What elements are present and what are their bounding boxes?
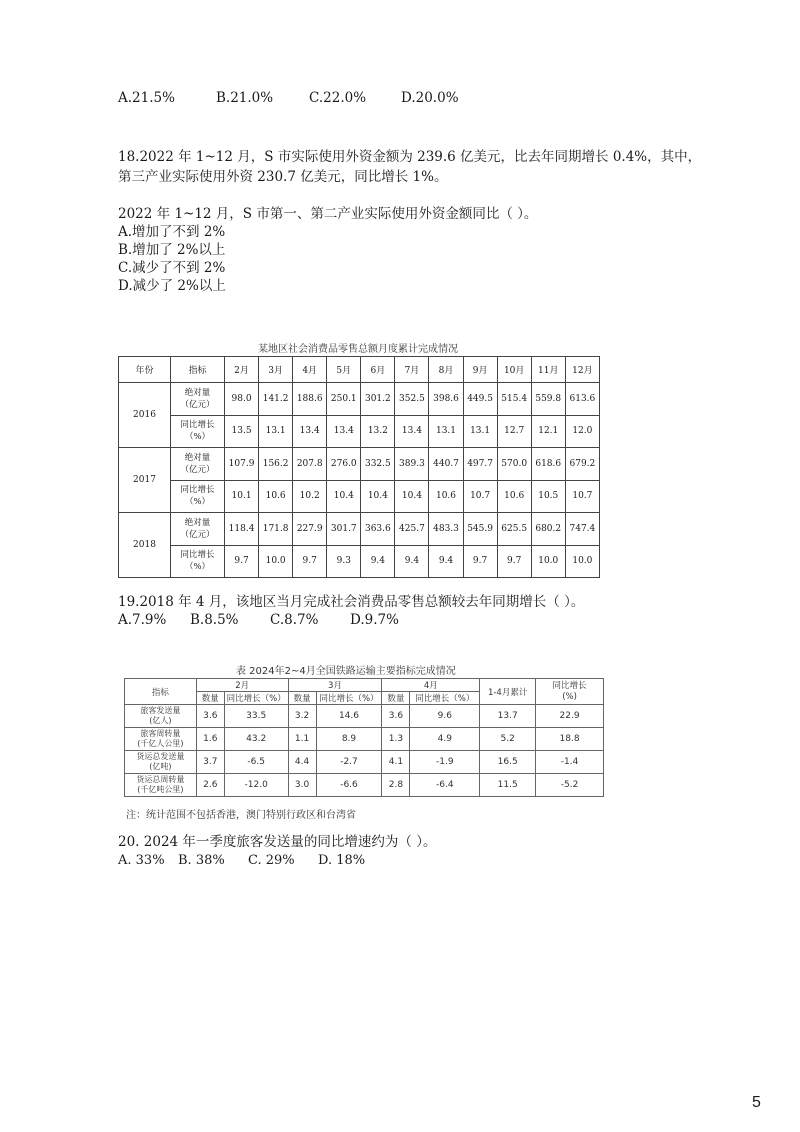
table1-value-cell: 118.4 <box>225 513 259 546</box>
table2-value-cell: 8.9 <box>316 728 382 751</box>
table1-header-cell: 8月 <box>429 357 463 383</box>
table1-value-cell: 545.9 <box>463 513 497 546</box>
table1-value-cell: 10.4 <box>395 480 429 513</box>
table2-row-unit: (千亿吨公里) <box>137 785 184 794</box>
table1-value-cell: 440.7 <box>429 448 463 481</box>
table1-header-cell: 11月 <box>531 357 565 383</box>
table1-value-cell: 10.2 <box>293 480 327 513</box>
retail-sales-table <box>118 356 600 578</box>
table2-value-cell: -6.4 <box>410 774 480 797</box>
table1-value-cell: 301.7 <box>327 513 361 546</box>
q18-stem-line2: 第三产业实际使用外资 230.7 亿美元，同比增长 1%。 <box>118 169 448 185</box>
table2-row-label <box>125 705 197 728</box>
table1-header-cell: 5月 <box>327 357 361 383</box>
table1-value-cell: 13.2 <box>361 415 395 448</box>
table2-cumulative-header: 1-4月累计 <box>480 679 536 705</box>
table2-row-label <box>125 728 197 751</box>
table1-value-cell: 398.6 <box>429 383 463 416</box>
table1-header-cell: 10月 <box>497 357 531 383</box>
table2-value-cell: 18.8 <box>536 728 604 751</box>
table2-header-row-1 <box>125 679 604 692</box>
table1-value-cell: 13.1 <box>429 415 463 448</box>
q18-option-b: B.增加了 2%以上 <box>118 242 226 258</box>
indicator-unit: （亿元） <box>180 399 215 410</box>
table1-value-cell: 12.1 <box>531 415 565 448</box>
table1-value-cell: 9.3 <box>327 545 361 578</box>
table1-value-cell: 171.8 <box>259 513 293 546</box>
table1-value-cell: 9.7 <box>497 545 531 578</box>
table1-value-cell: 10.0 <box>565 545 599 578</box>
table2-value-cell: 4.9 <box>410 728 480 751</box>
table2-row-name: 货运总发送量 <box>136 752 185 761</box>
table2-qty-header: 数量 <box>288 692 316 705</box>
table1-value-cell: 301.2 <box>361 383 395 416</box>
table2-row-unit: (亿吨) <box>149 762 172 771</box>
table1-row <box>119 448 600 481</box>
table2-value-cell: 22.9 <box>536 705 604 728</box>
table2-cumulative-yoy-label: 同比增长 <box>552 680 587 691</box>
table2-row <box>125 705 604 728</box>
table2-value-cell: -1.4 <box>536 751 604 774</box>
table1-value-cell: 613.6 <box>565 383 599 416</box>
table1-value-cell: 9.7 <box>225 545 259 578</box>
q19-options <box>118 610 399 630</box>
table2-value-cell: 43.2 <box>224 728 288 751</box>
table1-header-cell: 2月 <box>225 357 259 383</box>
year-cell: 2017 <box>119 448 171 513</box>
q19-option-c: C.8.7% <box>270 612 319 628</box>
indicator-cell <box>171 448 225 481</box>
table2-value-cell: 3.0 <box>288 774 316 797</box>
q18-stem-line1: 18.2022 年 1~12 月，S 市实际使用外资金额为 239.6 亿美元，比去年同期增长 0.4%，其中， <box>118 149 702 165</box>
table1-body <box>119 383 600 578</box>
table1-value-cell: 680.2 <box>531 513 565 546</box>
table2-row <box>125 751 604 774</box>
q17-option-d: D.20.0% <box>401 90 459 106</box>
indicator-cell <box>171 545 225 578</box>
page-number: 5 <box>752 1094 761 1111</box>
table1-value-cell: 227.9 <box>293 513 327 546</box>
table1-value-cell: 10.0 <box>259 545 293 578</box>
table1-caption: 某地区社会消费品零售总额月度累计完成情况 <box>258 344 458 355</box>
table1-header-cell: 年份 <box>119 357 171 383</box>
railway-indicators-table <box>124 678 604 797</box>
table1-row <box>119 383 600 416</box>
table1-value-cell: 352.5 <box>395 383 429 416</box>
table1-value-cell: 10.1 <box>225 480 259 513</box>
table1-value-cell: 188.6 <box>293 383 327 416</box>
table1-value-cell: 618.6 <box>531 448 565 481</box>
table2-yoy-header: 同比增长（%） <box>316 692 382 705</box>
table1-value-cell: 156.2 <box>259 448 293 481</box>
table2-value-cell: 1.1 <box>288 728 316 751</box>
table1-value-cell: 98.0 <box>225 383 259 416</box>
table2-row <box>125 774 604 797</box>
table1-value-cell: 10.7 <box>565 480 599 513</box>
table2-value-cell: 3.2 <box>288 705 316 728</box>
table1-value-cell: 449.5 <box>463 383 497 416</box>
table1-value-cell: 107.9 <box>225 448 259 481</box>
indicator-label: 绝对量 <box>184 387 211 398</box>
q17-option-c: C.22.0% <box>309 90 367 106</box>
table1-value-cell: 625.5 <box>497 513 531 546</box>
table2-value-cell: -6.5 <box>224 751 288 774</box>
table2-value-cell: 11.5 <box>480 774 536 797</box>
table2-value-cell: 33.5 <box>224 705 288 728</box>
table1-row <box>119 415 600 448</box>
table1-value-cell: 10.6 <box>497 480 531 513</box>
table2-cumulative-yoy-header <box>536 679 604 705</box>
table2-row-label <box>125 751 197 774</box>
table1-value-cell: 515.4 <box>497 383 531 416</box>
table2-value-cell: 3.7 <box>196 751 224 774</box>
indicator-cell <box>171 480 225 513</box>
table1-value-cell: 141.2 <box>259 383 293 416</box>
indicator-label: 同比增长 <box>180 550 215 561</box>
table1-value-cell: 9.4 <box>395 545 429 578</box>
table2-qty-header: 数量 <box>382 692 410 705</box>
table1-row <box>119 480 600 513</box>
table1-header-cell: 6月 <box>361 357 395 383</box>
q20-option-d: D. 18% <box>318 853 366 868</box>
table1-value-cell: 679.2 <box>565 448 599 481</box>
table1-value-cell: 207.8 <box>293 448 327 481</box>
table1-value-cell: 276.0 <box>327 448 361 481</box>
table1-value-cell: 9.7 <box>293 545 327 578</box>
indicator-unit: （亿元） <box>180 464 215 475</box>
indicator-cell <box>171 513 225 546</box>
table1-value-cell: 13.4 <box>327 415 361 448</box>
indicator-label: 同比增长 <box>180 420 215 431</box>
indicator-label: 绝对量 <box>184 452 211 463</box>
indicator-label: 绝对量 <box>184 517 211 528</box>
indicator-unit: （%） <box>184 562 211 573</box>
q20-option-b: B. 38% <box>178 853 225 868</box>
table2-value-cell: 3.6 <box>382 705 410 728</box>
table1-value-cell: 363.6 <box>361 513 395 546</box>
table1-value-cell: 9.4 <box>429 545 463 578</box>
table2-value-cell: -5.2 <box>536 774 604 797</box>
table2-value-cell: 13.7 <box>480 705 536 728</box>
table2-value-cell: -6.6 <box>316 774 382 797</box>
q19-option-d: D.9.7% <box>350 612 399 628</box>
table1-header-cell: 12月 <box>565 357 599 383</box>
q18-question: 2022 年 1~12 月，S 市第一、第二产业实际使用外资金额同比（ ）。 <box>118 206 538 222</box>
table2-value-cell: 5.2 <box>480 728 536 751</box>
indicator-cell <box>171 383 225 416</box>
table1-value-cell: 13.1 <box>259 415 293 448</box>
table1-value-cell: 559.8 <box>531 383 565 416</box>
table1-value-cell: 250.1 <box>327 383 361 416</box>
table1-value-cell: 570.0 <box>497 448 531 481</box>
table2-cumulative-yoy-unit: (%) <box>562 691 577 702</box>
table1-value-cell: 389.3 <box>395 448 429 481</box>
table2-value-cell: 4.4 <box>288 751 316 774</box>
table2-value-cell: 14.6 <box>316 705 382 728</box>
table2-row-name: 旅客发送量 <box>140 706 181 715</box>
table2-value-cell: 3.6 <box>196 705 224 728</box>
table1-value-cell: 10.4 <box>361 480 395 513</box>
table2-value-cell: -1.9 <box>410 751 480 774</box>
table2-yoy-header: 同比增长（%） <box>410 692 480 705</box>
table1-value-cell: 497.7 <box>463 448 497 481</box>
table1-value-cell: 10.7 <box>463 480 497 513</box>
table1-value-cell: 9.7 <box>463 545 497 578</box>
table1-value-cell: 425.7 <box>395 513 429 546</box>
year-cell: 2018 <box>119 513 171 578</box>
indicator-unit: （%） <box>184 432 211 443</box>
table1-value-cell: 12.7 <box>497 415 531 448</box>
table1-value-cell: 13.4 <box>293 415 327 448</box>
table2-value-cell: 2.6 <box>196 774 224 797</box>
q17-options <box>118 88 459 108</box>
table2-row-name: 旅客周转量 <box>140 729 181 738</box>
table1-value-cell: 10.4 <box>327 480 361 513</box>
table2-row-name: 货运总周转量 <box>136 775 185 784</box>
table2-value-cell: 9.6 <box>410 705 480 728</box>
table1-header-cell: 7月 <box>395 357 429 383</box>
table2-caption: 表 2024年2~4月全国铁路运输主要指标完成情况 <box>236 666 456 677</box>
table1-value-cell: 747.4 <box>565 513 599 546</box>
table2-value-cell: -2.7 <box>316 751 382 774</box>
q20-stem: 20. 2024 年一季度旅客发送量的同比增速约为（ ）。 <box>118 834 437 850</box>
table2-yoy-header: 同比增长（%） <box>224 692 288 705</box>
table2-month-header: 3月 <box>288 679 382 692</box>
table2-month-header: 2月 <box>196 679 288 692</box>
indicator-unit: （亿元） <box>180 529 215 540</box>
table1-value-cell: 12.0 <box>565 415 599 448</box>
table1-header-cell: 指标 <box>171 357 225 383</box>
indicator-unit: （%） <box>184 497 211 508</box>
table2-month-header: 4月 <box>382 679 480 692</box>
table2-row <box>125 728 604 751</box>
table1-value-cell: 10.0 <box>531 545 565 578</box>
q18-option-c: C.减少了不到 2% <box>118 260 226 276</box>
table1-header-cell: 9月 <box>463 357 497 383</box>
q20-options <box>118 851 365 871</box>
q18-option-d: D.减少了 2%以上 <box>118 278 226 294</box>
table2-value-cell: 1.3 <box>382 728 410 751</box>
indicator-label: 同比增长 <box>180 485 215 496</box>
q19-stem: 19.2018 年 4 月，该地区当月完成社会消费品零售总额较去年同期增长（ ）。 <box>118 594 585 610</box>
q20-option-c: C. 29% <box>248 853 295 868</box>
table1-value-cell: 10.5 <box>531 480 565 513</box>
table1-value-cell: 13.4 <box>395 415 429 448</box>
table1-header-cell: 3月 <box>259 357 293 383</box>
table1-value-cell: 10.6 <box>429 480 463 513</box>
q19-option-b: B.8.5% <box>190 612 239 628</box>
table2-value-cell: 4.1 <box>382 751 410 774</box>
table2-value-cell: 16.5 <box>480 751 536 774</box>
indicator-cell <box>171 415 225 448</box>
table2-qty-header: 数量 <box>196 692 224 705</box>
q20-option-a: A. 33% <box>118 853 165 868</box>
q17-option-a: A.21.5% <box>118 90 175 106</box>
table2-row-label <box>125 774 197 797</box>
table2-body <box>125 705 604 797</box>
table2-row-unit: (千亿人公里) <box>137 739 184 748</box>
table2-value-cell: 1.6 <box>196 728 224 751</box>
table1-value-cell: 9.4 <box>361 545 395 578</box>
table1-header-row <box>119 357 600 383</box>
year-cell: 2016 <box>119 383 171 448</box>
table1-row <box>119 545 600 578</box>
table1-value-cell: 13.1 <box>463 415 497 448</box>
q18-option-a: A.增加了不到 2% <box>118 224 226 240</box>
table1-row <box>119 513 600 546</box>
table1-value-cell: 13.5 <box>225 415 259 448</box>
table1-header-cell: 4月 <box>293 357 327 383</box>
table1-value-cell: 483.3 <box>429 513 463 546</box>
table2-value-cell: -12.0 <box>224 774 288 797</box>
q19-option-a: A.7.9% <box>118 612 167 628</box>
table2-row-unit: (亿人) <box>149 716 172 725</box>
q17-option-b: B.21.0% <box>216 90 274 106</box>
table1-value-cell: 10.6 <box>259 480 293 513</box>
table2-note: 注：统计范围不包括香港，澳门特别行政区和台湾省 <box>126 810 356 821</box>
table2-indicator-header: 指标 <box>125 679 197 705</box>
table2-value-cell: 2.8 <box>382 774 410 797</box>
table1-value-cell: 332.5 <box>361 448 395 481</box>
